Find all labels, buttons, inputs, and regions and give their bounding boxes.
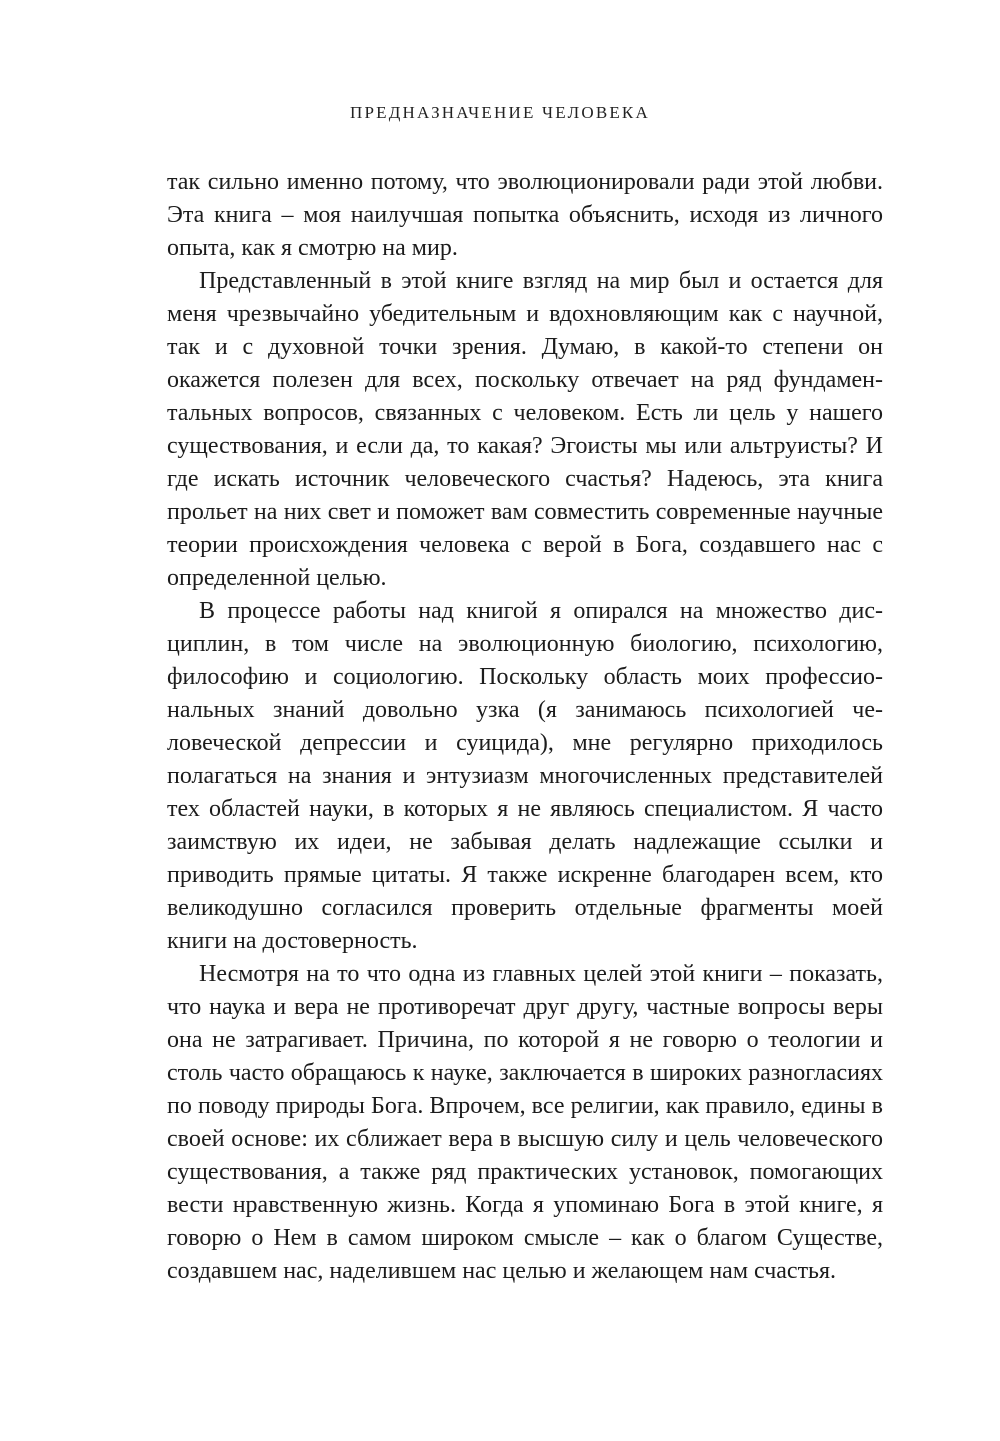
paragraph: Несмотря на то что одна из главных целей этой книги – показать, что наука и вера не противоречат друг другу, частные вопросы веры она не затрагивает. Причина, по которой я не говорю о теологии и столь часто обращаюсь к науке, заключается в широких разногласиях по поводу природы Бога. Впрочем, все религии, как правило, едины в своей основе: их сближает вера в высшую силу и цель человеческого существования, а также ряд практических установок, помогающих вести нравственную жизнь. Когда я упоминаю Бога в этой книге, я говорю о Нем в самом широком смысле – как о благом Существе, создавшем нас, наделившем нас целью и желающем нам счастья. (167, 961, 883, 1284)
body-text (167, 166, 883, 1288)
running-head: ПРЕДНАЗНАЧЕНИЕ ЧЕЛОВЕКА (350, 103, 650, 122)
paragraph: Представленный в этой книге взгляд на мир был и остается для меня чрезвычайно убедительным и вдохновляющим как с научной, так и с духовной точки зрения. Думаю, в какой-то степени он окажется полезен для всех, поскольку отвечает на ряд фундаментальных вопросов, связанных с человеком. Есть ли цель у нашего существования, и если да, то какая? Эгоисты мы или альтруисты? И где искать источник человеческого счастья? Надеюсь, эта книга прольет на них свет и поможет вам совместить современные научные теории происхождения человека с верой в Бога, создавшего нас с определенной целью. (167, 268, 883, 591)
paragraph-continued: так сильно именно потому, что эволюционировали ради этой любви. Эта книга – моя наилучшая попытка объяснить, исходя из личного опыта, как я смотрю на мир. (167, 169, 883, 261)
paragraph: В процессе работы над книгой я опирался на множество дисциплин, в том числе на эволюционную биологию, психологию, философию и социологию. Поскольку область моих профессиональных знаний довольно узка (я занимаюсь психологией человеческой депрессии и суицида), мне регулярно приходилось полагаться на знания и энтузиазм многочисленных представителей тех областей науки, в которых я не являюсь специалистом. Я часто заимствую их идеи, не забывая делать надлежащие ссылки и приводить прямые цитаты. Я также искренне благодарен всем, кто великодушно согласился проверить отдельные фрагменты моей книги на достоверность. (167, 598, 883, 954)
